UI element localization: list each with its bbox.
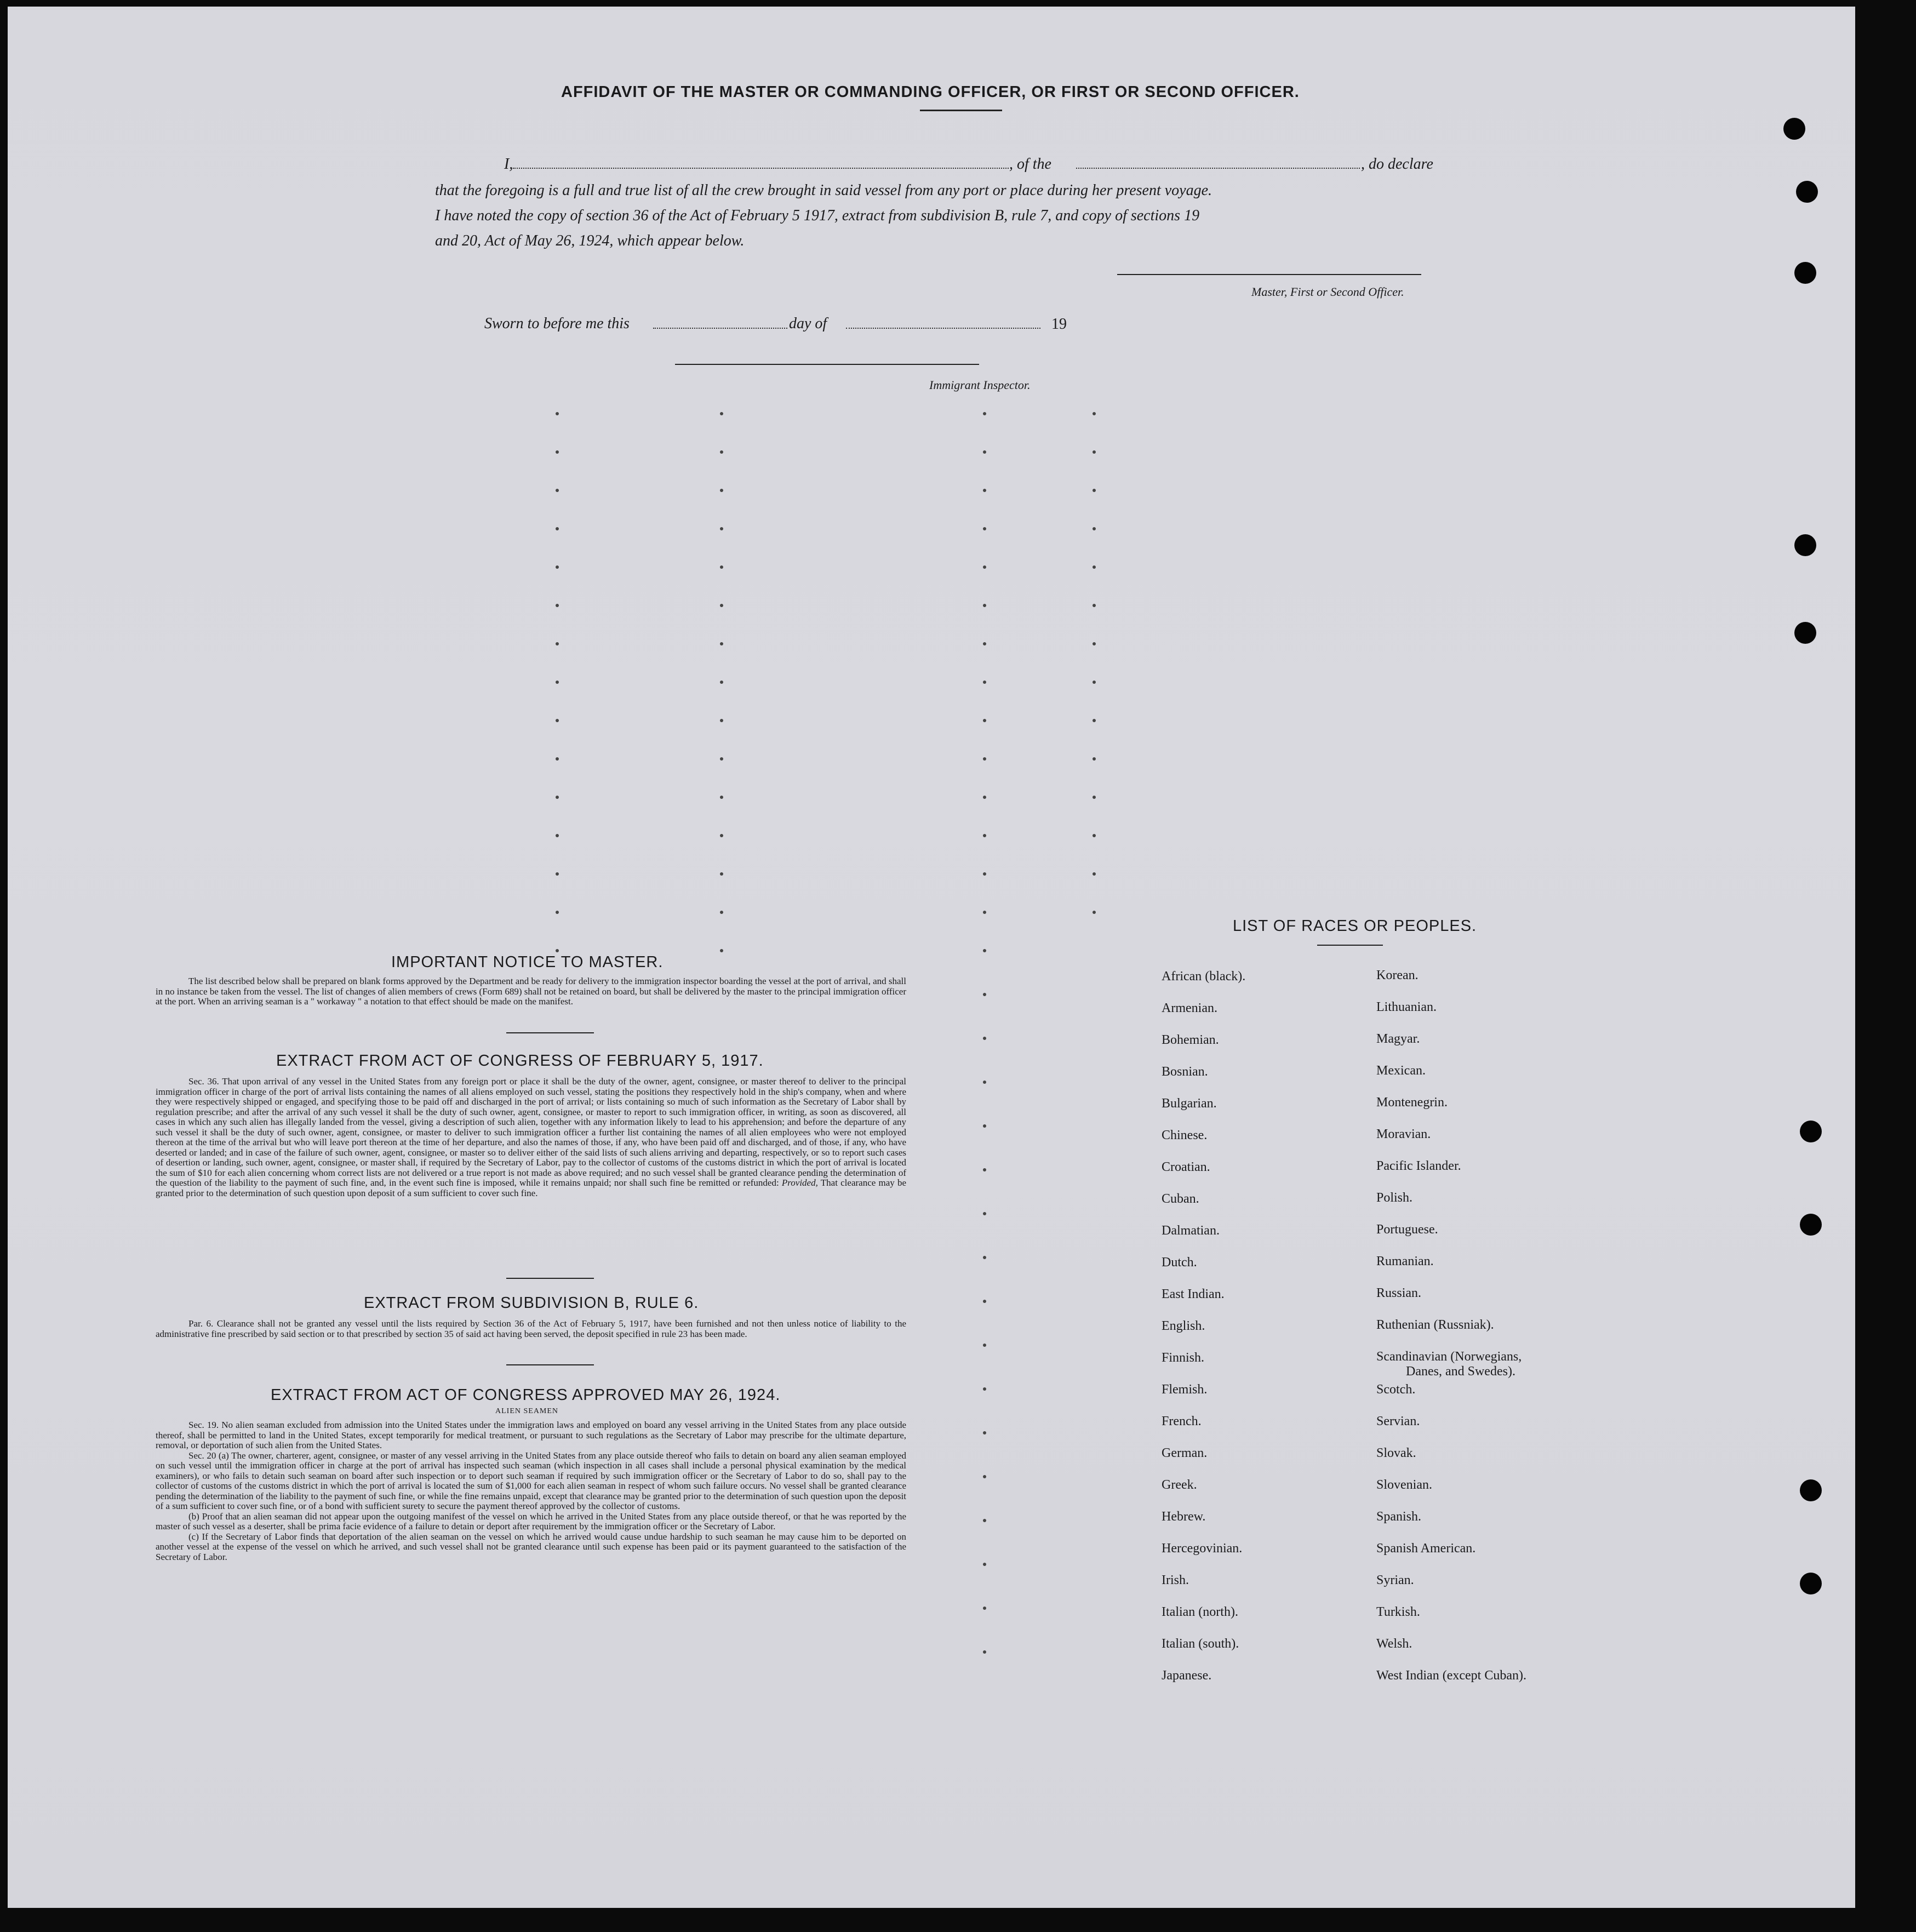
punch-hole bbox=[1800, 1479, 1822, 1501]
punch-hole bbox=[1783, 118, 1805, 140]
race-right: Portuguese. bbox=[1376, 1222, 1438, 1237]
race-left: Hebrew. bbox=[1162, 1510, 1206, 1524]
par-6-label: Par. 6. bbox=[188, 1318, 214, 1329]
extract-1917-divider bbox=[506, 1278, 594, 1279]
signature-caption: Master, First or Second Officer. bbox=[1251, 285, 1404, 299]
race-left: Finnish. bbox=[1162, 1351, 1205, 1365]
race-left: East Indian. bbox=[1162, 1287, 1225, 1301]
affidavit-do-declare: , do declare bbox=[1361, 156, 1433, 173]
race-right: Scotch. bbox=[1376, 1382, 1416, 1397]
name-blank bbox=[513, 168, 1009, 169]
affidavit-line-3: I have noted the copy of section 36 of the Act of February 5 1917, extract from subdivision B, rule 7, and copy of sections 19 bbox=[435, 207, 1200, 224]
document-sheet bbox=[8, 7, 1855, 1908]
race-right: Mexican. bbox=[1376, 1064, 1426, 1078]
race-right: Turkish. bbox=[1376, 1605, 1420, 1619]
vessel-blank bbox=[1076, 168, 1360, 169]
race-left: Dalmatian. bbox=[1162, 1224, 1220, 1238]
extract-1917-title: EXTRACT FROM ACT OF CONGRESS OF FEBRUARY 5, 1917. bbox=[276, 1052, 764, 1070]
sworn-day-blank bbox=[653, 328, 787, 329]
sec-36-provided: Provided, bbox=[781, 1178, 818, 1188]
signature-line bbox=[1117, 274, 1421, 275]
race-right-continued: Danes, and Swedes). bbox=[1406, 1364, 1515, 1379]
race-left: Irish. bbox=[1162, 1573, 1189, 1587]
punch-hole bbox=[1794, 534, 1816, 556]
sec-19: Sec. 19. No alien seaman excluded from admission into the United States under the immigration laws and employed on board any vessel arriving in the United States from any place outside thereof, shall be permitted to land in the United States, except temporarily for medical treatment, or pursuant to such regulations as the Secretary of Labor may prescribe for the ultimate departure, removal, or deportation of such alien from the United States. bbox=[156, 1420, 907, 1450]
rule-6-body bbox=[156, 1319, 906, 1339]
races-title-underline bbox=[1317, 945, 1383, 946]
title-underline bbox=[920, 110, 1002, 111]
rule-6-divider bbox=[506, 1364, 594, 1365]
race-left: Japanese. bbox=[1162, 1668, 1212, 1683]
race-left: Italian (south). bbox=[1162, 1637, 1239, 1651]
par-6-text: Clearance shall not be granted any vessel until the lists required by Section 36 of the Act of February 5, 1917, have been furnished and not then unless notice of liability to the administrative fine prescribed by said section or to that prescribed by section 35 of said act having been served, the deposit specified in rule 23 has been made. bbox=[156, 1318, 906, 1339]
race-left: Bohemian. bbox=[1162, 1033, 1219, 1047]
race-right: Korean. bbox=[1376, 968, 1419, 982]
race-right: Slovenian. bbox=[1376, 1478, 1432, 1492]
extract-1924-title: EXTRACT FROM ACT OF CONGRESS APPROVED MAY 26, 1924. bbox=[271, 1386, 781, 1404]
sworn-month-blank bbox=[846, 328, 1040, 329]
inspector-caption: Immigrant Inspector. bbox=[929, 378, 1031, 392]
race-left: African (black). bbox=[1162, 969, 1246, 984]
sworn-prefix: Sworn to before me this bbox=[484, 315, 630, 332]
race-left: Bosnian. bbox=[1162, 1065, 1208, 1079]
sec-20-a: Sec. 20 (a) The owner, charterer, agent, consignee, or master of any vessel arriving in the United States from any place outside thereof who fails to detain on board any alien seaman employed on such vessel until the immigration officer in charge at the port of arrival has inspected such seaman (which inspection in all cases shall include a personal physical examination by the medical examiners), or who fails to detain such seaman on board after such inspection or to deport such seaman if required by such immigration officer or the Secretary of Labor to do so, shall pay to the collector of customs of the customs district in which the port of arrival is located the sum of $1,000 for each alien seaman in respect of whom such failure occurs. No vessel shall be granted clearance pending the determination of the liability to the payment of such fine, or while the fine remains unpaid, except that clearance may be granted prior to the determination of such question upon the deposit of a sum sufficient to cover such fine, or of a bond with sufficient surety to secure the payment thereof approved by the collector of customs. bbox=[156, 1450, 906, 1511]
sec-20-c: (c) If the Secretary of Labor finds that deportation of the alien seaman on the vessel on which he arrived would cause undue hardship to such seaman he may cause him to be deported on another vessel at the expense of the vessel on which he arrived, and such vessel shall not be granted clearance until such expense has been paid or its payment guaranteed to the satisfaction of the Secretary of Labor. bbox=[156, 1531, 906, 1562]
race-right: Rumanian. bbox=[1376, 1254, 1434, 1268]
race-left: Chinese. bbox=[1162, 1128, 1208, 1142]
sec-36-text: That upon arrival of any vessel in the United States from any foreign port or place it shall be the duty of the owner, agent, consignee, or master thereof to deliver to the principal immigration officer in charge of the port of arrival lists containing the names of all aliens employed on such vessel, stating the positions they respectively hold in the ship's company, when and where they were respectively shipped or engaged, and specifying those to be paid off and discharged in the port of arrival; or lists containing so much of such information as the Secretary of Labor shall by regulation prescribe; and after the arrival of any such vessel it shall be the duty of such owner, agent, consignee, or master to report to such immigration officer, in writing, as soon as discovered, all cases in which any such alien has illegally landed from the vessel, giving a description of such alien, together with any information likely to lead to his apprehension; and before the departure of any such vessel it shall be the duty of such owner, agent, consignee, or master to deliver to such immigration officer a further list containing the names of all alien employees who were not employed thereon at the time of the arrival but who will leave port thereon at the time of her departure, and also the names of those, if any, who have been paid off and discharged, and of those, if any, who have deserted or landed; and in case of the failure of such owner, agent, consignee, or master so to deliver either of the said lists of such aliens arriving and departing, respectively, or so to report such cases of desertion or landing, such owner, agent, consignee, or master shall, if required by the Secretary of Labor, pay to the collector of customs of the customs district in which the port of arrival is located the sum of $10 for each alien concerning whom correct lists are not delivered or a true report is not made as above required; and no such vessel shall be granted clearance pending the determination of the question of the liability to the payment of such fine, and, in the event such fine is imposed, while it remains unpaid; nor shall such fine be remitted or refunded: bbox=[156, 1076, 907, 1188]
punch-hole bbox=[1796, 181, 1818, 203]
race-right: Scandinavian (Norwegians, bbox=[1376, 1350, 1522, 1364]
race-right: Welsh. bbox=[1376, 1637, 1412, 1651]
race-left: German. bbox=[1162, 1446, 1208, 1460]
race-left: Cuban. bbox=[1162, 1192, 1199, 1206]
affidavit-line-4: and 20, Act of May 26, 1924, which appear below. bbox=[435, 232, 745, 249]
race-left: Greek. bbox=[1162, 1478, 1197, 1492]
races-title: LIST OF RACES OR PEOPLES. bbox=[1233, 917, 1477, 935]
alien-seamen-subtitle: ALIEN SEAMEN bbox=[495, 1407, 559, 1415]
race-right: Ruthenian (Russniak). bbox=[1376, 1318, 1494, 1332]
punch-hole bbox=[1794, 622, 1816, 644]
race-right: Moravian. bbox=[1376, 1127, 1431, 1141]
notice-title: IMPORTANT NOTICE TO MASTER. bbox=[391, 953, 664, 971]
affidavit-line-2: that the foregoing is a full and true list of all the crew brought in said vessel from any port or place during her present voyage. bbox=[435, 182, 1212, 199]
race-left: Hercegovinian. bbox=[1162, 1541, 1243, 1556]
inspector-line bbox=[675, 364, 979, 365]
sec-36-label: Sec. 36. bbox=[188, 1076, 219, 1087]
extract-1924-body bbox=[156, 1420, 906, 1562]
race-left: Armenian. bbox=[1162, 1001, 1217, 1015]
affidavit-i: I, bbox=[504, 156, 513, 173]
sworn-day-of: day of bbox=[789, 315, 827, 332]
punch-hole bbox=[1794, 262, 1816, 284]
race-right: Lithuanian. bbox=[1376, 1000, 1437, 1014]
punch-hole bbox=[1800, 1121, 1822, 1142]
affidavit-of-the: , of the bbox=[1009, 156, 1051, 173]
race-right: Pacific Islander. bbox=[1376, 1159, 1461, 1173]
sworn-year: 19 bbox=[1051, 316, 1067, 333]
race-right: Servian. bbox=[1376, 1414, 1420, 1428]
race-right: Magyar. bbox=[1376, 1032, 1420, 1046]
notice-body: The list described below shall be prepared on blank forms approved by the Department and be ready for delivery to the immigration inspector boarding the vessel at the port of arrival, and shall in no instance be taken from the vessel. The list of changes of alien members of crews (Form 689) shall not be retained on board, but shall be delivered by the master to the principal immigration officer at the port. When an arriving seaman is a " workaway " a notation to that effect should be made on the manifest. bbox=[156, 976, 907, 1007]
race-right: Spanish American. bbox=[1376, 1541, 1476, 1556]
race-left: English. bbox=[1162, 1319, 1205, 1333]
race-right: Spanish. bbox=[1376, 1510, 1422, 1524]
race-left: Flemish. bbox=[1162, 1382, 1208, 1397]
affidavit-title: AFFIDAVIT OF THE MASTER OR COMMANDING OFFICER, OR FIRST OR SECOND OFFICER. bbox=[561, 83, 1300, 101]
extract-1917-body bbox=[156, 1077, 906, 1198]
race-left: Italian (north). bbox=[1162, 1605, 1238, 1619]
race-left: Bulgarian. bbox=[1162, 1096, 1217, 1111]
race-left: Croatian. bbox=[1162, 1160, 1210, 1174]
race-right: West Indian (except Cuban). bbox=[1376, 1668, 1526, 1683]
sec-20-b: (b) Proof that an alien seaman did not appear upon the outgoing manifest of the vessel on which he arrived in the United States from any place outside thereof, or that he was reported by the master of such vessel as a deserter, shall be prima facie evidence of a failure to detain or deport after requirement by the immigration officer or the Secretary of Labor. bbox=[156, 1511, 906, 1531]
punch-hole bbox=[1800, 1573, 1822, 1594]
rule-6-title: EXTRACT FROM SUBDIVISION B, RULE 6. bbox=[364, 1294, 699, 1312]
race-left: French. bbox=[1162, 1414, 1202, 1428]
race-right: Syrian. bbox=[1376, 1573, 1414, 1587]
race-right: Slovak. bbox=[1376, 1446, 1416, 1460]
punch-hole bbox=[1800, 1214, 1822, 1236]
race-right: Montenegrin. bbox=[1376, 1095, 1448, 1110]
notice-divider bbox=[506, 1032, 594, 1033]
sec-36-tail: That clearance may be granted prior to the determination of such question upon deposit of a sum sufficient to cover such fine. bbox=[156, 1178, 907, 1198]
race-right: Russian. bbox=[1376, 1286, 1422, 1300]
race-left: Dutch. bbox=[1162, 1255, 1197, 1270]
race-right: Polish. bbox=[1376, 1191, 1413, 1205]
